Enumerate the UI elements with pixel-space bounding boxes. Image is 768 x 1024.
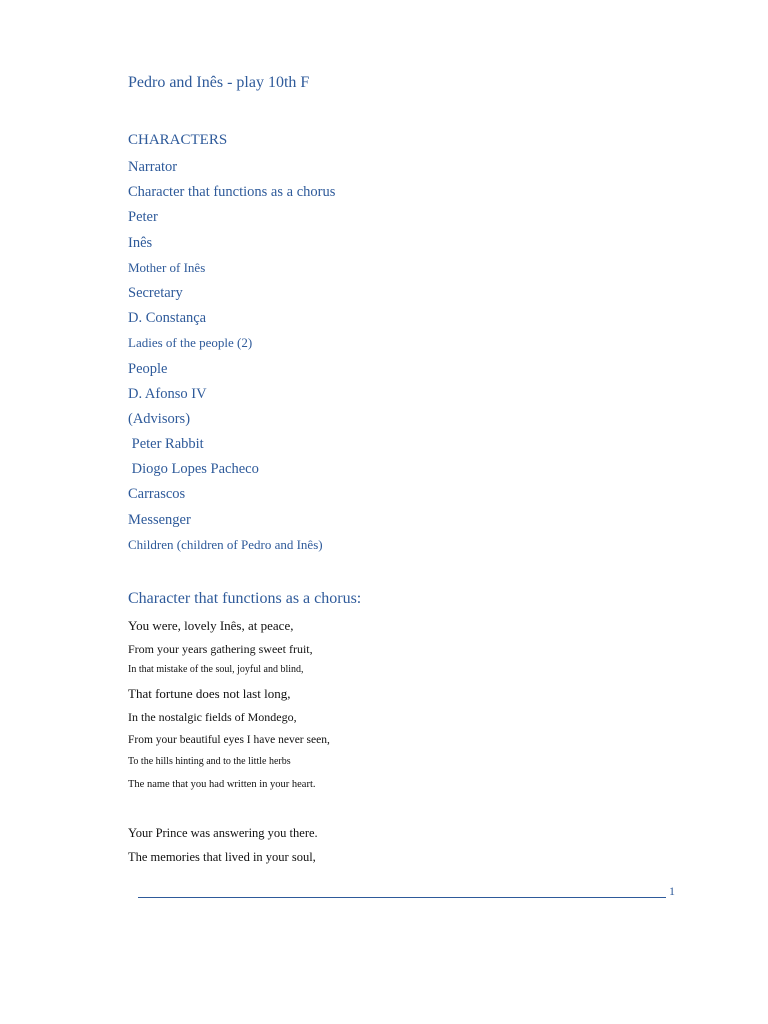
poem-line: The name that you had written in your heart. — [128, 779, 316, 790]
poem-line: That fortune does not last long, — [128, 686, 291, 701]
poem-stanza-2 — [128, 824, 318, 872]
character-item: Secretary — [128, 284, 183, 301]
poem-line: In the nostalgic fields of Mondego, — [128, 710, 297, 724]
poem-line: You were, lovely Inês, at peace, — [128, 618, 294, 633]
poem-line: In that mistake of the soul, joyful and blind, — [128, 664, 304, 675]
character-item: Peter Rabbit — [128, 436, 204, 453]
character-item: Inês — [128, 234, 153, 251]
character-item: Character that functions as a chorus — [128, 184, 336, 201]
footer-rule — [138, 897, 666, 898]
character-item: Children (children of Pedro and Inês) — [128, 536, 323, 552]
characters-heading: CHARACTERS — [128, 132, 228, 148]
character-item: Messenger — [128, 511, 191, 528]
character-item: Diogo Lopes Pacheco — [128, 461, 259, 478]
characters-list — [128, 157, 335, 560]
chorus-heading: Character that functions as a chorus: — [128, 590, 362, 607]
page-number: 1 — [669, 884, 675, 898]
character-item: Ladies of the people (2) — [128, 335, 253, 351]
poem-line: The memories that lived in your soul, — [128, 850, 316, 864]
poem-line: Your Prince was answering you there. — [128, 826, 318, 840]
poem-stanza-1 — [128, 617, 330, 800]
character-item: Carrascos — [128, 486, 186, 503]
character-item: People — [128, 360, 168, 377]
character-item: Narrator — [128, 159, 178, 175]
poem-line: To the hills hinting and to the little herbs — [128, 756, 291, 767]
character-item: (Advisors) — [128, 410, 191, 427]
character-item: Mother of Inês — [128, 259, 206, 275]
character-item: D. Afonso IV — [128, 385, 207, 402]
poem-line: From your beautiful eyes I have never seen, — [128, 734, 330, 746]
poem-line: From your years gathering sweet fruit, — [128, 642, 313, 656]
character-item: D. Constança — [128, 310, 207, 327]
document-title: Pedro and Inês - play 10th F — [128, 74, 310, 91]
character-item: Peter — [128, 209, 158, 226]
